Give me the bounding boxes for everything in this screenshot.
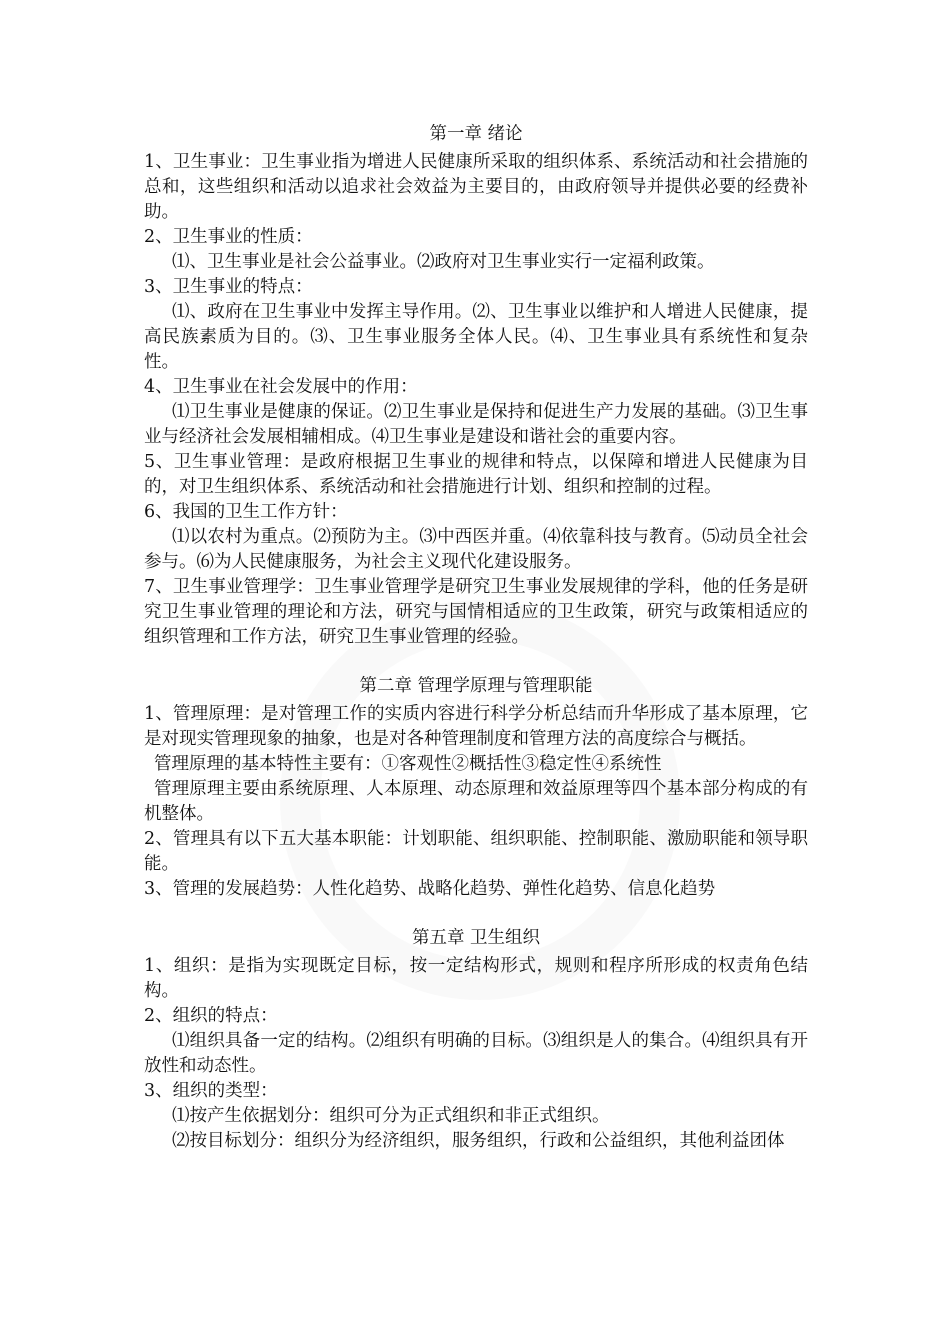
paragraph: 管理原理的基本特性主要有：①客观性②概括性③稳定性④系统性 (154, 754, 662, 774)
paragraph: ⑵按目标划分：组织分为经济组织，服务组织，行政和公益组织，其他利益团体 (172, 1131, 785, 1151)
paragraph: 4、卫生事业在社会发展中的作用： (144, 377, 418, 397)
paragraph: 3、卫生事业的特点： (144, 277, 313, 297)
paragraph: 2、卫生事业的性质： (144, 227, 313, 247)
paragraph: ⑴组织具备一定的结构。⑵组织有明确的目标。⑶组织是人的集合。⑷组织具有开放性和动态性。 (144, 1031, 808, 1076)
paragraph: 1、组织：是指为实现既定目标，按一定结构形式，规则和程序所形成的权责角色结构。 (144, 956, 808, 1001)
paragraph: 3、组织的类型： (144, 1081, 278, 1101)
paragraph: 2、管理具有以下五大基本职能：计划职能、组织职能、控制职能、激励职能和领导职能。 (144, 829, 808, 874)
paragraph: 7、卫生事业管理学：卫生事业管理学是研究卫生事业发展规律的学科，他的任务是研究卫生事业管理的理论和方法，研究与国情相适应的卫生政策，研究与政策相适应的组织管理和工作方法，研究卫生事业管理的经验。 (144, 577, 808, 647)
paragraph: ⑴、政府在卫生事业中发挥主导作用。⑵、卫生事业以维护和人增进人民健康，提高民族素质为目的。⑶、卫生事业服务全体人民。⑷、卫生事业具有系统性和复杂性。 (144, 302, 808, 372)
paragraph: 管理原理主要由系统原理、人本原理、动态原理和效益原理等四个基本部分构成的有机整体。 (144, 779, 808, 824)
document-page (144, 120, 808, 1176)
paragraph: 2、组织的特点： (144, 1006, 278, 1026)
chapter-title: 第二章 管理学原理与管理职能 (359, 676, 593, 696)
chapter-2 (144, 672, 808, 902)
paragraph: 1、管理原理：是对管理工作的实质内容进行科学分析总结而升华形成了基本原理，它是对现实管理现象的抽象，也是对各种管理制度和管理方法的高度综合与概括。 (144, 704, 808, 749)
paragraph: ⑴卫生事业是健康的保证。⑵卫生事业是保持和促进生产力发展的基础。⑶卫生事业与经济社会发展相辅相成。⑷卫生事业是建设和谐社会的重要内容。 (144, 402, 808, 447)
paragraph: 6、我国的卫生工作方针： (144, 502, 348, 522)
paragraph: 3、管理的发展趋势：人性化趋势、战略化趋势、弹性化趋势、信息化趋势 (144, 879, 716, 899)
paragraph: 5、卫生事业管理：是政府根据卫生事业的规律和特点，以保障和增进人民健康为目的，对卫生组织体系、系统活动和社会措施进行计划、组织和控制的过程。 (144, 452, 808, 497)
chapter-1 (144, 120, 808, 650)
paragraph: ⑴以农村为重点。⑵预防为主。⑶中西医并重。⑷依靠科技与教育。⑸动员全社会参与。⑹为人民健康服务，为社会主义现代化建设服务。 (144, 527, 808, 572)
chapter-title: 第五章 卫生组织 (411, 928, 541, 948)
chapter-5 (144, 924, 808, 1154)
paragraph: ⑴、卫生事业是社会公益事业。⑵政府对卫生事业实行一定福利政策。 (172, 252, 715, 272)
paragraph: 1、卫生事业：卫生事业指为增进人民健康所采取的组织体系、系统活动和社会措施的总和，这些组织和活动以追求社会效益为主要目的，由政府领导并提供必要的经费补助。 (144, 152, 808, 222)
paragraph: ⑴按产生依据划分：组织可分为正式组织和非正式组织。 (172, 1106, 610, 1126)
chapter-title: 第一章 绪论 (429, 124, 523, 144)
